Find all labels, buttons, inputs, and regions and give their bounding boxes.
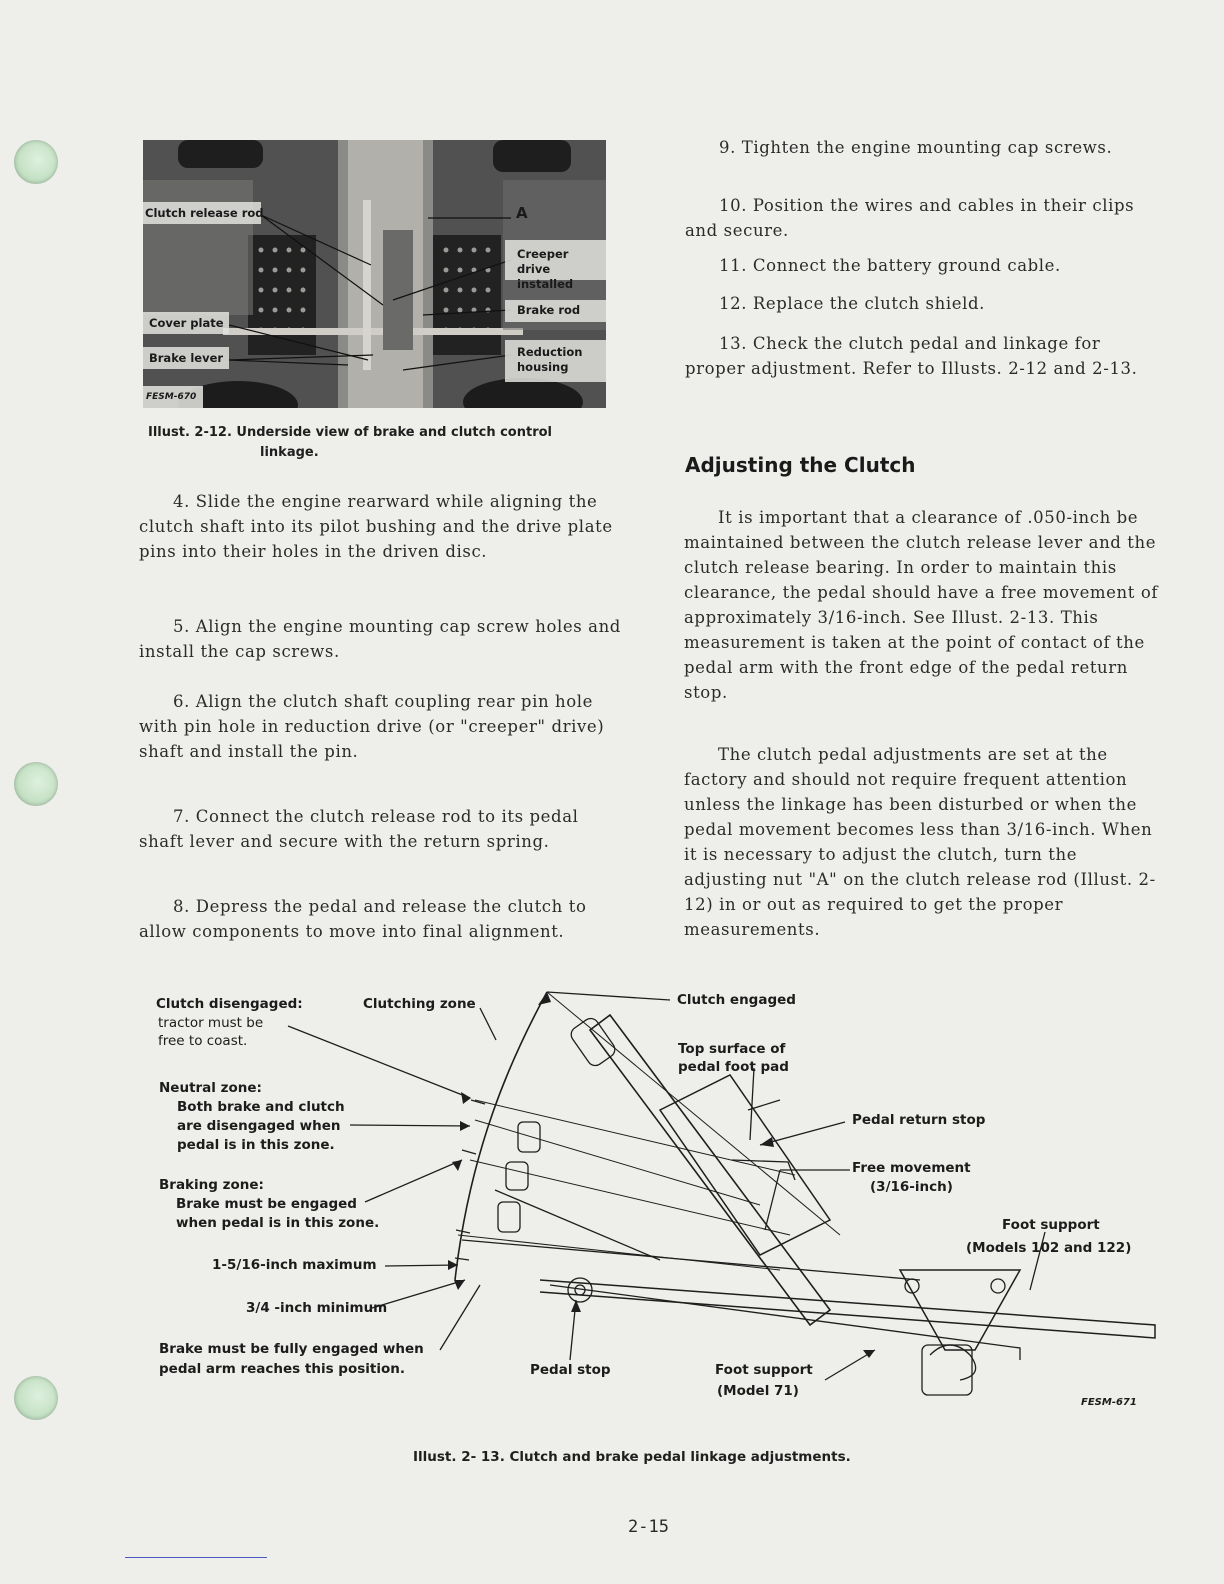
- adjust-paragraph-1: It is important that a clearance of .050-inch be maintained between the clutch release lever and the clutch release bearing. In order to maintain this clearance, the pedal should have a free movement of approximately 3/16-inch. See Illust. 2-13. This measurement is taken at the point of contact of the pedal arm with the front edge of the pedal return stop.: [684, 508, 1159, 702]
- diag-braking-zone-1: Braking zone:: [159, 1177, 264, 1193]
- diagram-caption: Illust. 2- 13. Clutch and brake pedal linkage adjustments.: [413, 1449, 851, 1465]
- binder-hole-bottom: [14, 1376, 58, 1420]
- diag-free-movement-2: (3/16-inch): [870, 1179, 953, 1195]
- diag-pedal-stop: Pedal stop: [530, 1362, 611, 1378]
- diag-max: 1-5/16-inch maximum: [212, 1257, 377, 1273]
- label-cover-plate: Cover plate: [149, 316, 224, 330]
- diag-clutch-disengaged-3: free to coast.: [158, 1033, 248, 1049]
- diag-braking-zone-2: Brake must be engaged: [176, 1196, 357, 1212]
- diag-neutral-zone-2: Both brake and clutch: [177, 1099, 345, 1115]
- step-12: 12. Replace the clutch shield.: [719, 294, 985, 313]
- diag-neutral-zone-1: Neutral zone:: [159, 1080, 262, 1096]
- photo-fig-code: FESM-670: [146, 392, 197, 402]
- photo-caption-line2: linkage.: [260, 445, 319, 460]
- label-brake-rod: Brake rod: [517, 303, 581, 317]
- diag-clutch-disengaged-2: tractor must be: [158, 1015, 264, 1031]
- label-brake-lever: Brake lever: [149, 351, 224, 365]
- diag-brake-full-1: Brake must be fully engaged when: [159, 1341, 424, 1357]
- binder-hole-top: [14, 140, 58, 184]
- diag-brake-full-2: pedal arm reaches this position.: [159, 1361, 406, 1377]
- diag-clutch-engaged: Clutch engaged: [677, 992, 796, 1008]
- diag-min: 3/4 -inch minimum: [246, 1300, 388, 1316]
- step-7: 7. Connect the clutch release rod to its pedal shaft lever and secure with the return spring.: [139, 807, 579, 851]
- diag-fig-code: FESM-671: [1081, 1397, 1137, 1408]
- step-4: 4. Slide the engine rearward while aligning the clutch shaft into its pilot bushing and the drive plate pins into their holes in the driven disc.: [139, 492, 613, 561]
- step-6: 6. Align the clutch shaft coupling rear pin hole with pin hole in reduction drive (or "creeper" drive) shaft and install the pin.: [139, 692, 605, 761]
- label-clutch-release-rod: Clutch release rod: [145, 206, 264, 220]
- binder-hole-middle: [14, 762, 58, 806]
- label-point-a: A: [516, 204, 528, 222]
- photo-caption-line1: Illust. 2-12. Underside view of brake and clutch control: [148, 425, 553, 440]
- diag-foot-support-71-2: (Model 71): [717, 1383, 799, 1399]
- diag-pedal-return-stop: Pedal return stop: [852, 1112, 986, 1128]
- step-11: 11. Connect the battery ground cable.: [719, 256, 1061, 275]
- diag-neutral-zone-4: pedal is in this zone.: [177, 1137, 335, 1153]
- step-8: 8. Depress the pedal and release the clutch to allow components to move into final alignment.: [139, 897, 587, 941]
- diag-clutching-zone: Clutching zone: [363, 996, 476, 1012]
- step-13: 13. Check the clutch pedal and linkage for proper adjustment. Refer to Illusts. 2-12 and 2-13.: [685, 334, 1138, 378]
- step-9: 9. Tighten the engine mounting cap screws.: [719, 138, 1113, 157]
- step-5: 5. Align the engine mounting cap screw holes and install the cap screws.: [139, 617, 621, 661]
- diag-foot-support-71-1: Foot support: [715, 1362, 813, 1378]
- step-10: 10. Position the wires and cables in their clips and secure.: [685, 196, 1135, 240]
- label-creeper-drive: Creeper drive installed: [517, 247, 574, 291]
- pedal-linkage-diagram: [140, 980, 1180, 1410]
- underside-photo: [143, 140, 606, 408]
- adjust-paragraph-2: The clutch pedal adjustments are set at the factory and should not require frequent attention unless the linkage has been disturbed or when the pedal movement becomes less than 3/16-inch. When it is necessary to adjust the clutch, turn the adjusting nut "A" on the clutch release rod (Illust. 2-12) in or out as required to get the proper measurements.: [684, 745, 1156, 939]
- diag-free-movement-1: Free movement: [852, 1160, 971, 1176]
- label-reduction-housing: Reduction housing: [517, 345, 583, 374]
- page-number: 2-15: [628, 1517, 669, 1537]
- diag-foot-support-102-1: Foot support: [1002, 1217, 1100, 1233]
- diag-top-surface-2: pedal foot pad: [678, 1059, 789, 1075]
- diag-clutch-disengaged-1: Clutch disengaged:: [156, 996, 303, 1012]
- diag-foot-support-102-2: (Models 102 and 122): [966, 1240, 1132, 1256]
- section-heading: Adjusting the Clutch: [685, 453, 916, 477]
- diag-top-surface-1: Top surface of: [678, 1041, 786, 1057]
- diag-neutral-zone-3: are disengaged when: [177, 1118, 341, 1134]
- diag-braking-zone-3: when pedal is in this zone.: [176, 1215, 380, 1231]
- bottom-underline: [125, 1557, 267, 1558]
